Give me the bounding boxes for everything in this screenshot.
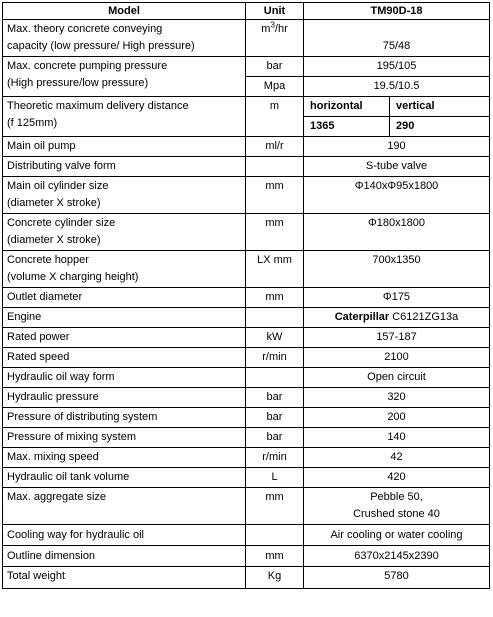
header-row xyxy=(3,3,490,20)
row-pumping-pressure xyxy=(3,57,490,77)
unit-cell xyxy=(246,368,304,388)
param-label: Max. mixing speed xyxy=(3,448,246,468)
row-mix-pressure xyxy=(3,428,490,448)
row-mix-speed xyxy=(3,448,490,468)
value-cell: 140 xyxy=(304,428,490,448)
engine-brand: Caterpillar xyxy=(334,311,390,323)
unit-cell: kW xyxy=(246,328,304,348)
value-cell: 6370x2145x2390 xyxy=(304,546,490,567)
param-label: Total weight xyxy=(3,567,246,589)
unit-cell: r/min xyxy=(246,348,304,368)
param-label: Pressure of mixing system xyxy=(3,428,246,448)
row-hyd-pressure xyxy=(3,388,490,408)
param-label: Hydraulic oil way form xyxy=(3,368,246,388)
row-oil-way xyxy=(3,368,490,388)
unit-cell: Kg xyxy=(246,567,304,589)
unit-cell: L xyxy=(246,468,304,488)
param-label: Outline dimension xyxy=(3,546,246,567)
value-cell: Open circuit xyxy=(304,368,490,388)
vertical-label: vertical xyxy=(390,97,490,117)
value-cell: Φ140xΦ95x1800 xyxy=(304,177,490,214)
unit-cell: bar xyxy=(246,408,304,428)
unit-cell xyxy=(246,525,304,546)
row-engine xyxy=(3,308,490,328)
param-label: Max. aggregate size xyxy=(3,488,246,525)
unit-cell: mm xyxy=(246,177,304,214)
param-label: Max. concrete pumping pressure (High pressure/low pressure) xyxy=(3,57,246,97)
param-label: Main oil pump xyxy=(3,137,246,157)
value-cell: 19.5/10.5 xyxy=(304,77,490,97)
value-cell: 157-187 xyxy=(304,328,490,348)
spec-sheet xyxy=(2,2,489,589)
row-tank-volume xyxy=(3,468,490,488)
value-cell: 5780 xyxy=(304,567,490,589)
value-cell: 42 xyxy=(304,448,490,468)
param-label: Concrete hopper (volume X charging height) xyxy=(3,251,246,288)
unit-cell: r/min xyxy=(246,448,304,468)
spec-table xyxy=(2,2,490,589)
unit-cell: $m^3/hr$ xyxy=(246,20,304,57)
row-cooling xyxy=(3,525,490,546)
row-outlet xyxy=(3,288,490,308)
unit-cell: bar xyxy=(246,57,304,77)
row-concrete-cylinder xyxy=(3,214,490,251)
value-cell: 320 xyxy=(304,388,490,408)
value-cell: Pebble 50, Crushed stone 40 xyxy=(304,488,490,525)
unit-cell: bar xyxy=(246,388,304,408)
row-outline xyxy=(3,546,490,567)
row-rated-power xyxy=(3,328,490,348)
row-dist-pressure xyxy=(3,408,490,428)
value-cell: Φ175 xyxy=(304,288,490,308)
vertical-value: 290 xyxy=(390,117,490,137)
param-label: Concrete cylinder size (diameter X stroke) xyxy=(3,214,246,251)
unit-cell: mm xyxy=(246,214,304,251)
unit-cell: bar xyxy=(246,428,304,448)
param-label: Outlet diameter xyxy=(3,288,246,308)
row-hopper xyxy=(3,251,490,288)
row-valve-form xyxy=(3,157,490,177)
value-cell: 200 xyxy=(304,408,490,428)
param-label: Distributing valve form xyxy=(3,157,246,177)
unit-cell: mm xyxy=(246,488,304,525)
value-cell: 190 xyxy=(304,137,490,157)
value-cell: 2100 xyxy=(304,348,490,368)
param-label: Rated power xyxy=(3,328,246,348)
param-label: Main oil cylinder size (diameter X stroke) xyxy=(3,177,246,214)
value-cell: 195/105 xyxy=(304,57,490,77)
value-cell: S-tube valve xyxy=(304,157,490,177)
unit-cell: m xyxy=(246,97,304,137)
value-cell: 700x1350 xyxy=(304,251,490,288)
param-label: Pressure of distributing system xyxy=(3,408,246,428)
value-cell: Air cooling or water cooling xyxy=(304,525,490,546)
row-main-oil-pump xyxy=(3,137,490,157)
unit-cell: LX mm xyxy=(246,251,304,288)
param-label: Engine xyxy=(3,308,246,328)
param-label: Theoretic maximum delivery distance (f 125mm) xyxy=(3,97,246,137)
unit-cell: Mpa xyxy=(246,77,304,97)
unit-cell xyxy=(246,157,304,177)
header-unit: Unit xyxy=(246,3,304,20)
param-label: Hydraulic oil tank volume xyxy=(3,468,246,488)
header-model: Model xyxy=(3,3,246,20)
row-rated-speed xyxy=(3,348,490,368)
row-oil-cylinder xyxy=(3,177,490,214)
row-aggregate xyxy=(3,488,490,525)
unit-cell xyxy=(246,308,304,328)
param-label: Hydraulic pressure xyxy=(3,388,246,408)
param-label: Rated speed xyxy=(3,348,246,368)
value-cell: Φ180x1800 xyxy=(304,214,490,251)
row-theory-capacity xyxy=(3,20,490,57)
header-value: TM90D-18 xyxy=(304,3,490,20)
value-cell: 420 xyxy=(304,468,490,488)
row-weight xyxy=(3,567,490,589)
unit-cell: ml/r xyxy=(246,137,304,157)
engine-model: C6121ZG13a xyxy=(389,311,459,323)
value-cell xyxy=(304,308,490,328)
param-label: Max. theory concrete conveying capacity (low pressure/ High pressure) xyxy=(3,20,246,57)
unit-cell: mm xyxy=(246,546,304,567)
horizontal-value: 1365 xyxy=(304,117,390,137)
value-cell: 75/48 xyxy=(304,20,490,57)
horizontal-label: horizontal xyxy=(304,97,390,117)
param-label: Cooling way for hydraulic oil xyxy=(3,525,246,546)
row-delivery-distance xyxy=(3,97,490,117)
unit-cell: mm xyxy=(246,288,304,308)
